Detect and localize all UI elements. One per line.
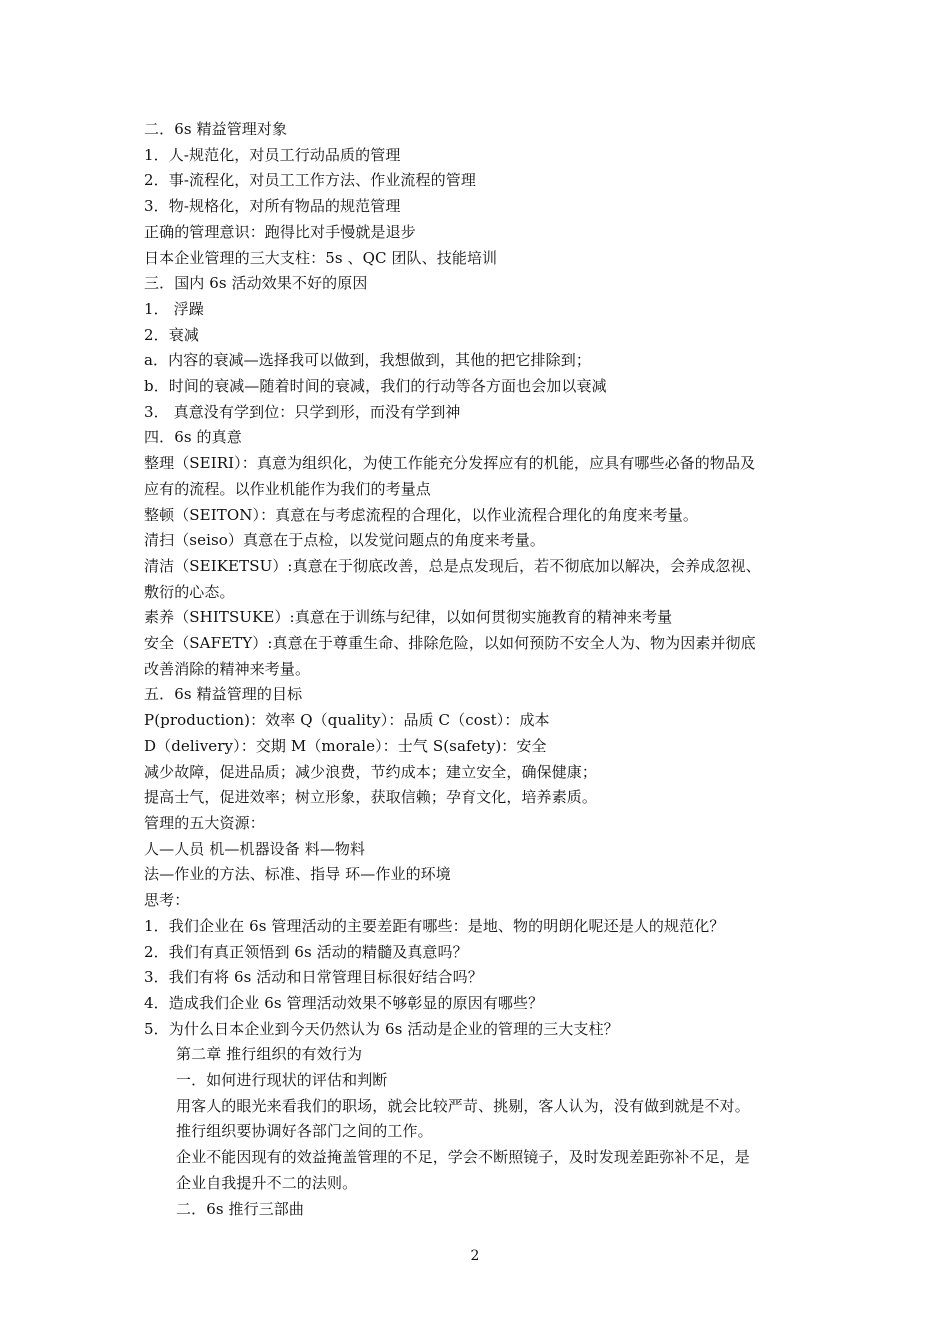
- text-line: 5．为什么日本企业到今天仍然认为 6s 活动是企业的管理的三大支柱？: [144, 1019, 619, 1038]
- text-line: 一．如何进行现状的评估和判断: [176, 1071, 388, 1090]
- text-line: 2．我们有真正领悟到 6s 活动的精髓及真意吗？: [144, 942, 468, 961]
- text-line: 整顿（SEITON）：真意在与考虑流程的合理化，以作业流程合理化的角度来考量。: [144, 505, 698, 524]
- text-line: 1． 浮躁: [144, 299, 204, 318]
- text-line: 应有的流程。以作业机能作为我们的考量点: [144, 479, 431, 498]
- text-line: 3．我们有将 6s 活动和日常管理目标很好结合吗？: [144, 968, 483, 987]
- text-line: 清扫（seiso）真意在于点检，以发觉问题点的角度来考量。: [144, 531, 546, 550]
- text-line: 敷衍的心态。: [144, 582, 235, 601]
- body-text: [144, 117, 824, 1222]
- text-line: a．内容的衰减—选择我可以做到，我想做到，其他的把它排除到；: [144, 351, 591, 370]
- text-line: 正确的管理意识：跑得比对手慢就是退步: [144, 222, 416, 241]
- text-line: 3． 真意没有学到位：只学到形，而没有学到神: [144, 402, 461, 421]
- text-line: 2．事-流程化，对员工工作方法、作业流程的管理: [144, 171, 476, 190]
- text-line: D（delivery）：交期 M（morale）：士气 S(safety)：安全: [144, 736, 547, 755]
- text-line: 思考：: [144, 891, 190, 910]
- text-line: 第二章 推行组织的有效行为: [176, 1045, 363, 1064]
- page-number: 2: [470, 1248, 480, 1264]
- text-line: 管理的五大资源：: [144, 813, 265, 832]
- text-line: 二．6s 推行三部曲: [176, 1199, 305, 1218]
- text-line: 清洁（SEIKETSU）:真意在于彻底改善，总是点发现后，若不彻底加以解决，会养成忽视、: [144, 556, 761, 575]
- text-line: 五．6s 精益管理的目标: [144, 685, 303, 704]
- text-line: 四．6s 的真意: [144, 428, 242, 447]
- text-line: 改善消除的精神来考量。: [144, 659, 311, 678]
- text-line: 二．6s 精益管理对象: [144, 120, 288, 138]
- text-line: 减少故障，促进品质；减少浪费，节约成本；建立安全，确保健康；: [144, 762, 598, 781]
- text-line: 4．造成我们企业 6s 管理活动效果不够彰显的原因有哪些？: [144, 993, 544, 1012]
- text-line: 1．我们企业在 6s 管理活动的主要差距有哪些：是地、物的明朗化呢还是人的规范化？: [144, 916, 725, 935]
- text-line: 企业自我提升不二的法则。: [176, 1173, 358, 1192]
- text-line: 安全（SAFETY）:真意在于尊重生命、排除危险，以如何预防不安全人为、物为因素并彻底: [144, 634, 756, 653]
- text-line: b．时间的衰减—随着时间的衰减，我们的行动等各方面也会加以衰减: [144, 377, 607, 396]
- text-line: 法—作业的方法、标准、指导 环—作业的环境: [144, 865, 451, 884]
- text-line: 用客人的眼光来看我们的职场，就会比较严苛、挑剔，客人认为，没有做到就是不对。: [176, 1096, 750, 1115]
- text-line: 1．人-规范化，对员工行动品质的管理: [144, 145, 401, 164]
- text-line: 3．物-规格化，对所有物品的规范管理: [144, 197, 401, 216]
- text-line: 整理（SEIRI）：真意为组织化，为使工作能充分发挥应有的机能，应具有哪些必备的物品及: [144, 454, 756, 473]
- text-line: 日本企业管理的三大支柱：5s 、QC 团队、技能培训: [144, 248, 498, 267]
- text-line: 三．国内 6s 活动效果不好的原因: [144, 274, 368, 293]
- text-line: P(production)：效率 Q（quality）：品质 C（cost）：成本: [144, 711, 550, 730]
- text-line: 企业不能因现有的效益掩盖管理的不足，学会不断照镜子，及时发现差距弥补不足，是: [176, 1148, 750, 1167]
- text-line: 2．衰减: [144, 325, 199, 344]
- text-line: 推行组织要协调好各部门之间的工作。: [176, 1122, 433, 1141]
- text-line: 提高士气，促进效率；树立形象，获取信赖；孕育文化，培养素质。: [144, 788, 598, 807]
- text-line: 人—人员 机—机器设备 料—物料: [144, 839, 366, 858]
- text-line: 素养（SHITSUKE）:真意在于训练与纪律，以如何贯彻实施教育的精神来考量: [144, 608, 673, 627]
